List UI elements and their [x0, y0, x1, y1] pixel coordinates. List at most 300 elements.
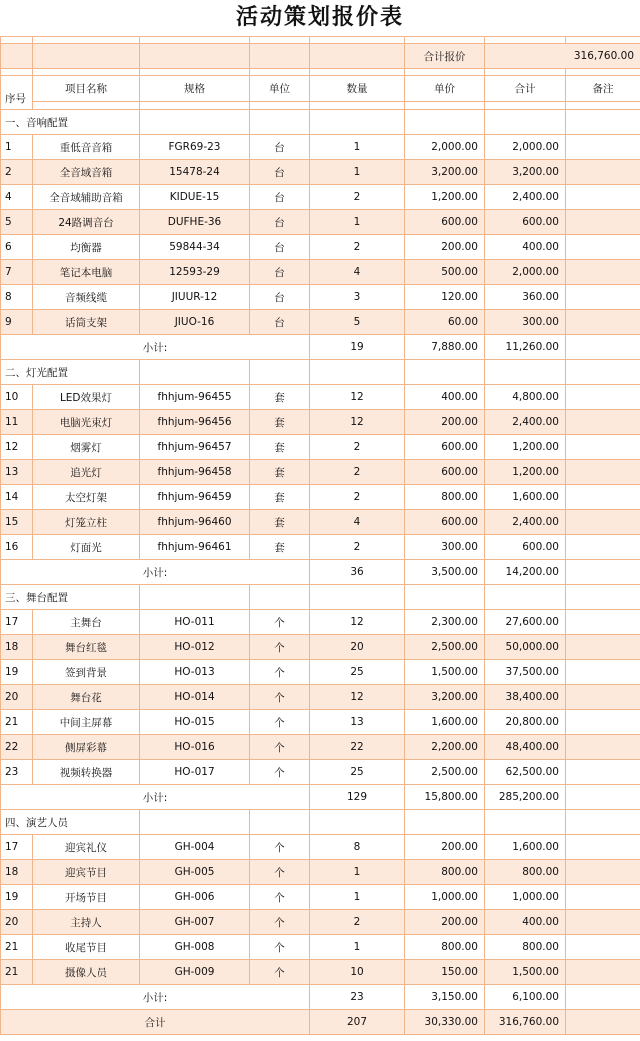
cell-seq: 10: [1, 385, 33, 410]
cell-unit: 个: [250, 860, 310, 885]
cell-total: 50,000.00: [485, 635, 566, 660]
cell-note: [566, 635, 640, 660]
cell-name: 摄像人员: [33, 960, 140, 985]
cell-seq: 23: [1, 760, 33, 785]
cell-qty: 1: [310, 885, 405, 910]
cell-note: [566, 510, 640, 535]
cell-seq: 9: [1, 310, 33, 335]
cell-total: 300.00: [485, 310, 566, 335]
cell-spec: GH-008: [140, 935, 250, 960]
cell-unit: 套: [250, 410, 310, 435]
cell-note: [566, 435, 640, 460]
cell-spec: fhhjum-96461: [140, 535, 250, 560]
cell-unit: 个: [250, 935, 310, 960]
cell-qty: 25: [310, 760, 405, 785]
cell-total: 400.00: [485, 235, 566, 260]
cell-total: 48,400.00: [485, 735, 566, 760]
cell-spec: HO-013: [140, 660, 250, 685]
cell-note: [566, 660, 640, 685]
cell-note: [566, 835, 640, 860]
subtotal-qty: 19: [310, 335, 405, 360]
cell-note: [566, 685, 640, 710]
cell-price: 600.00: [405, 210, 485, 235]
section-title: 四、演艺人员: [1, 810, 140, 835]
cell-name: 重低音音箱: [33, 135, 140, 160]
cell-qty: 2: [310, 235, 405, 260]
cell-qty: 12: [310, 685, 405, 710]
subtotal-total: 14,200.00: [485, 560, 566, 585]
table-row: [1, 260, 640, 285]
cell-spec: 12593-29: [140, 260, 250, 285]
section-header-row: [1, 110, 640, 135]
cell-spec: KIDUE-15: [140, 185, 250, 210]
table-row: [1, 235, 640, 260]
cell-seq: 8: [1, 285, 33, 310]
cell-unit: 台: [250, 285, 310, 310]
cell-name: 舞台花: [33, 685, 140, 710]
cell-total: 1,600.00: [485, 835, 566, 860]
cell-qty: 2: [310, 460, 405, 485]
grand-total-price: 30,330.00: [405, 1010, 485, 1035]
cell-qty: 20: [310, 635, 405, 660]
cell-unit: 台: [250, 160, 310, 185]
cell-qty: 25: [310, 660, 405, 685]
table-row: [1, 535, 640, 560]
cell-price: 200.00: [405, 410, 485, 435]
cell-spec: 15478-24: [140, 160, 250, 185]
cell-note: [566, 160, 640, 185]
subtotal-total: 285,200.00: [485, 785, 566, 810]
cell-spec: fhhjum-96459: [140, 485, 250, 510]
cell-qty: 22: [310, 735, 405, 760]
cell-price: 600.00: [405, 510, 485, 535]
cell-price: 800.00: [405, 935, 485, 960]
cell-total: 27,600.00: [485, 610, 566, 635]
cell-name: 签到背景: [33, 660, 140, 685]
table-row: [1, 735, 640, 760]
table-row: [1, 710, 640, 735]
cell-total: 2,000.00: [485, 260, 566, 285]
cell-price: 400.00: [405, 385, 485, 410]
header-note: 备注: [566, 76, 640, 102]
table-row: [1, 510, 640, 535]
cell-qty: 2: [310, 910, 405, 935]
cell-qty: 12: [310, 610, 405, 635]
cell-seq: 2: [1, 160, 33, 185]
cell-note: [566, 210, 640, 235]
cell-seq: 20: [1, 685, 33, 710]
cell-price: 800.00: [405, 485, 485, 510]
cell-seq: 4: [1, 185, 33, 210]
header-seq: 序号: [1, 76, 33, 110]
table-row: [1, 610, 640, 635]
cell-seq: 12: [1, 435, 33, 460]
table-row: [1, 210, 640, 235]
cell-seq: 19: [1, 885, 33, 910]
cell-note: [566, 185, 640, 210]
cell-name: 收尾节目: [33, 935, 140, 960]
cell-note: [566, 710, 640, 735]
cell-seq: 16: [1, 535, 33, 560]
table-row: [1, 935, 640, 960]
subtotal-row: [1, 335, 640, 360]
cell-spec: GH-007: [140, 910, 250, 935]
cell-spec: GH-006: [140, 885, 250, 910]
cell-price: 1,000.00: [405, 885, 485, 910]
cell-seq: 15: [1, 510, 33, 535]
subtotal-label: 小计:: [1, 335, 310, 360]
cell-total: 2,400.00: [485, 410, 566, 435]
cell-price: 500.00: [405, 260, 485, 285]
cell-qty: 1: [310, 935, 405, 960]
cell-seq: 21: [1, 710, 33, 735]
cell-seq: 11: [1, 410, 33, 435]
cell-qty: 4: [310, 260, 405, 285]
cell-spec: HO-011: [140, 610, 250, 635]
table-row: [1, 960, 640, 985]
header-price: 单价: [405, 76, 485, 102]
header-row-top: [1, 76, 640, 102]
sheet-title: 活动策划报价表: [235, 5, 404, 30]
table-row: [1, 460, 640, 485]
table-row: [1, 685, 640, 710]
section-title: 二、灯光配置: [1, 360, 140, 385]
cell-price: 600.00: [405, 460, 485, 485]
total-quote-label: 合计报价: [405, 44, 485, 69]
cell-qty: 10: [310, 960, 405, 985]
cell-name: 侧屏彩幕: [33, 735, 140, 760]
cell-note: [566, 610, 640, 635]
cell-name: 烟雾灯: [33, 435, 140, 460]
cell-name: 中间主屏幕: [33, 710, 140, 735]
header-name: 项目名称: [33, 76, 140, 102]
cell-qty: 1: [310, 160, 405, 185]
cell-total: 1,000.00: [485, 885, 566, 910]
cell-total: 2,400.00: [485, 510, 566, 535]
cell-note: [566, 735, 640, 760]
cell-unit: 个: [250, 660, 310, 685]
spacer-row: [1, 37, 640, 44]
header-qty: 数量: [310, 76, 405, 102]
cell-unit: 台: [250, 260, 310, 285]
cell-name: 全音域音箱: [33, 160, 140, 185]
cell-name: 笔记本电脑: [33, 260, 140, 285]
cell-note: [566, 285, 640, 310]
cell-note: [566, 535, 640, 560]
cell-note: [566, 260, 640, 285]
cell-seq: 17: [1, 610, 33, 635]
cell-name: 电脑光束灯: [33, 410, 140, 435]
table-row: [1, 310, 640, 335]
table-row: [1, 635, 640, 660]
cell-price: 3,200.00: [405, 685, 485, 710]
quote-table: [0, 36, 640, 1035]
cell-price: 600.00: [405, 435, 485, 460]
cell-note: [566, 935, 640, 960]
cell-price: 1,600.00: [405, 710, 485, 735]
cell-qty: 3: [310, 285, 405, 310]
cell-price: 150.00: [405, 960, 485, 985]
cell-seq: 1: [1, 135, 33, 160]
cell-unit: 个: [250, 885, 310, 910]
table-row: [1, 760, 640, 785]
cell-total: 1,600.00: [485, 485, 566, 510]
cell-spec: JIUO-16: [140, 310, 250, 335]
cell-name: 主舞台: [33, 610, 140, 635]
cell-total: 1,200.00: [485, 460, 566, 485]
cell-unit: 套: [250, 435, 310, 460]
subtotal-label: 小计:: [1, 560, 310, 585]
subtotal-price: 7,880.00: [405, 335, 485, 360]
subtotal-total: 11,260.00: [485, 335, 566, 360]
cell-price: 200.00: [405, 835, 485, 860]
cell-total: 400.00: [485, 910, 566, 935]
cell-total: 20,800.00: [485, 710, 566, 735]
cell-seq: 21: [1, 960, 33, 985]
cell-price: 3,200.00: [405, 160, 485, 185]
subtotal-qty: 36: [310, 560, 405, 585]
cell-total: 1,200.00: [485, 435, 566, 460]
cell-spec: HO-017: [140, 760, 250, 785]
cell-spec: GH-004: [140, 835, 250, 860]
cell-note: [566, 760, 640, 785]
cell-total: 4,800.00: [485, 385, 566, 410]
cell-name: 灯面光: [33, 535, 140, 560]
table-row: [1, 135, 640, 160]
cell-qty: 1: [310, 210, 405, 235]
table-row: [1, 185, 640, 210]
cell-price: 60.00: [405, 310, 485, 335]
cell-name: 迎宾节目: [33, 860, 140, 885]
subtotal-price: 3,500.00: [405, 560, 485, 585]
subtotal-qty: 129: [310, 785, 405, 810]
cell-unit: 套: [250, 535, 310, 560]
cell-note: [566, 485, 640, 510]
cell-name: 24路调音台: [33, 210, 140, 235]
cell-total: 800.00: [485, 860, 566, 885]
cell-seq: 14: [1, 485, 33, 510]
cell-total: 3,200.00: [485, 160, 566, 185]
cell-qty: 13: [310, 710, 405, 735]
cell-total: 600.00: [485, 535, 566, 560]
cell-qty: 12: [310, 385, 405, 410]
cell-spec: GH-009: [140, 960, 250, 985]
cell-total: 600.00: [485, 210, 566, 235]
cell-total: 38,400.00: [485, 685, 566, 710]
cell-spec: fhhjum-96457: [140, 435, 250, 460]
cell-unit: 个: [250, 760, 310, 785]
cell-seq: 21: [1, 935, 33, 960]
cell-name: 灯笼立柱: [33, 510, 140, 535]
cell-note: [566, 410, 640, 435]
cell-price: 2,500.00: [405, 760, 485, 785]
subtotal-row: [1, 785, 640, 810]
cell-unit: 套: [250, 385, 310, 410]
cell-price: 300.00: [405, 535, 485, 560]
cell-note: [566, 135, 640, 160]
cell-unit: 个: [250, 735, 310, 760]
cell-name: 迎宾礼仪: [33, 835, 140, 860]
subtotal-label: 小计:: [1, 985, 310, 1010]
cell-name: 开场节目: [33, 885, 140, 910]
cell-unit: 套: [250, 460, 310, 485]
cell-note: [566, 235, 640, 260]
cell-seq: 18: [1, 635, 33, 660]
cell-spec: GH-005: [140, 860, 250, 885]
cell-unit: 个: [250, 910, 310, 935]
cell-spec: 59844-34: [140, 235, 250, 260]
cell-price: 1,500.00: [405, 660, 485, 685]
cell-name: 追光灯: [33, 460, 140, 485]
cell-unit: 台: [250, 185, 310, 210]
cell-price: 1,200.00: [405, 185, 485, 210]
cell-spec: HO-015: [140, 710, 250, 735]
subtotal-row: [1, 560, 640, 585]
cell-price: 200.00: [405, 235, 485, 260]
cell-price: 120.00: [405, 285, 485, 310]
subtotal-qty: 23: [310, 985, 405, 1010]
cell-note: [566, 385, 640, 410]
cell-seq: 13: [1, 460, 33, 485]
cell-seq: 18: [1, 860, 33, 885]
cell-price: 200.00: [405, 910, 485, 935]
cell-name: 话筒支架: [33, 310, 140, 335]
cell-seq: 22: [1, 735, 33, 760]
total-quote-value: 316,760.00: [485, 44, 640, 69]
cell-qty: 2: [310, 535, 405, 560]
cell-unit: 台: [250, 235, 310, 260]
header-unit: 单位: [250, 76, 310, 102]
cell-name: 舞台红毯: [33, 635, 140, 660]
cell-name: 音频线缆: [33, 285, 140, 310]
cell-name: 均衡器: [33, 235, 140, 260]
cell-spec: FGR69-23: [140, 135, 250, 160]
grand-total-row: [1, 1010, 640, 1035]
table-row: [1, 910, 640, 935]
section-header-row: [1, 810, 640, 835]
table-row: [1, 885, 640, 910]
cell-unit: 个: [250, 960, 310, 985]
grand-total-label: 合计: [1, 1010, 310, 1035]
cell-note: [566, 885, 640, 910]
grand-total-qty: 207: [310, 1010, 405, 1035]
cell-qty: 2: [310, 185, 405, 210]
cell-spec: JIUUR-12: [140, 285, 250, 310]
cell-note: [566, 910, 640, 935]
cell-qty: 5: [310, 310, 405, 335]
cell-note: [566, 960, 640, 985]
cell-price: 2,000.00: [405, 135, 485, 160]
subtotal-row: [1, 985, 640, 1010]
spacer-row: [1, 69, 640, 76]
table-row: [1, 385, 640, 410]
cell-unit: 个: [250, 710, 310, 735]
table-row: [1, 410, 640, 435]
cell-spec: fhhjum-96458: [140, 460, 250, 485]
cell-total: 360.00: [485, 285, 566, 310]
section-title: 三、舞台配置: [1, 585, 140, 610]
cell-note: [566, 860, 640, 885]
cell-qty: 2: [310, 435, 405, 460]
cell-total: 62,500.00: [485, 760, 566, 785]
section-title: 一、音响配置: [1, 110, 140, 135]
cell-qty: 1: [310, 135, 405, 160]
cell-qty: 8: [310, 835, 405, 860]
cell-spec: fhhjum-96456: [140, 410, 250, 435]
cell-total: 37,500.00: [485, 660, 566, 685]
cell-unit: 台: [250, 210, 310, 235]
cell-seq: 20: [1, 910, 33, 935]
table-row: [1, 435, 640, 460]
cell-spec: DUFHE-36: [140, 210, 250, 235]
cell-spec: fhhjum-96455: [140, 385, 250, 410]
table-row: [1, 160, 640, 185]
cell-price: 2,300.00: [405, 610, 485, 635]
table-row: [1, 860, 640, 885]
cell-seq: 6: [1, 235, 33, 260]
cell-unit: 台: [250, 135, 310, 160]
cell-spec: HO-016: [140, 735, 250, 760]
table-row: [1, 285, 640, 310]
cell-name: LED效果灯: [33, 385, 140, 410]
cell-note: [566, 310, 640, 335]
cell-unit: 个: [250, 685, 310, 710]
cell-total: 2,400.00: [485, 185, 566, 210]
cell-unit: 个: [250, 835, 310, 860]
cell-total: 2,000.00: [485, 135, 566, 160]
cell-spec: fhhjum-96460: [140, 510, 250, 535]
cell-unit: 台: [250, 310, 310, 335]
header-spec: 规格: [140, 76, 250, 102]
cell-unit: 个: [250, 635, 310, 660]
cell-name: 视频转换器: [33, 760, 140, 785]
cell-price: 800.00: [405, 860, 485, 885]
cell-seq: 19: [1, 660, 33, 685]
table-row: [1, 835, 640, 860]
grand-total-total: 316,760.00: [485, 1010, 566, 1035]
cell-price: 2,200.00: [405, 735, 485, 760]
cell-spec: HO-014: [140, 685, 250, 710]
cell-total: 1,500.00: [485, 960, 566, 985]
section-header-row: [1, 585, 640, 610]
subtotal-total: 6,100.00: [485, 985, 566, 1010]
header-total: 合计: [485, 76, 566, 102]
cell-qty: 1: [310, 860, 405, 885]
cell-note: [566, 460, 640, 485]
cell-qty: 4: [310, 510, 405, 535]
cell-price: 2,500.00: [405, 635, 485, 660]
header-row-bottom: [1, 102, 640, 110]
subtotal-price: 15,800.00: [405, 785, 485, 810]
table-row: [1, 485, 640, 510]
total-quote-row: [1, 44, 640, 69]
cell-seq: 7: [1, 260, 33, 285]
cell-seq: 17: [1, 835, 33, 860]
cell-unit: 套: [250, 485, 310, 510]
cell-total: 800.00: [485, 935, 566, 960]
cell-name: 全音域辅助音箱: [33, 185, 140, 210]
cell-qty: 12: [310, 410, 405, 435]
cell-name: 主持人: [33, 910, 140, 935]
cell-name: 太空灯架: [33, 485, 140, 510]
cell-seq: 5: [1, 210, 33, 235]
section-header-row: [1, 360, 640, 385]
cell-qty: 2: [310, 485, 405, 510]
cell-unit: 套: [250, 510, 310, 535]
table-row: [1, 660, 640, 685]
cell-spec: HO-012: [140, 635, 250, 660]
cell-unit: 个: [250, 610, 310, 635]
